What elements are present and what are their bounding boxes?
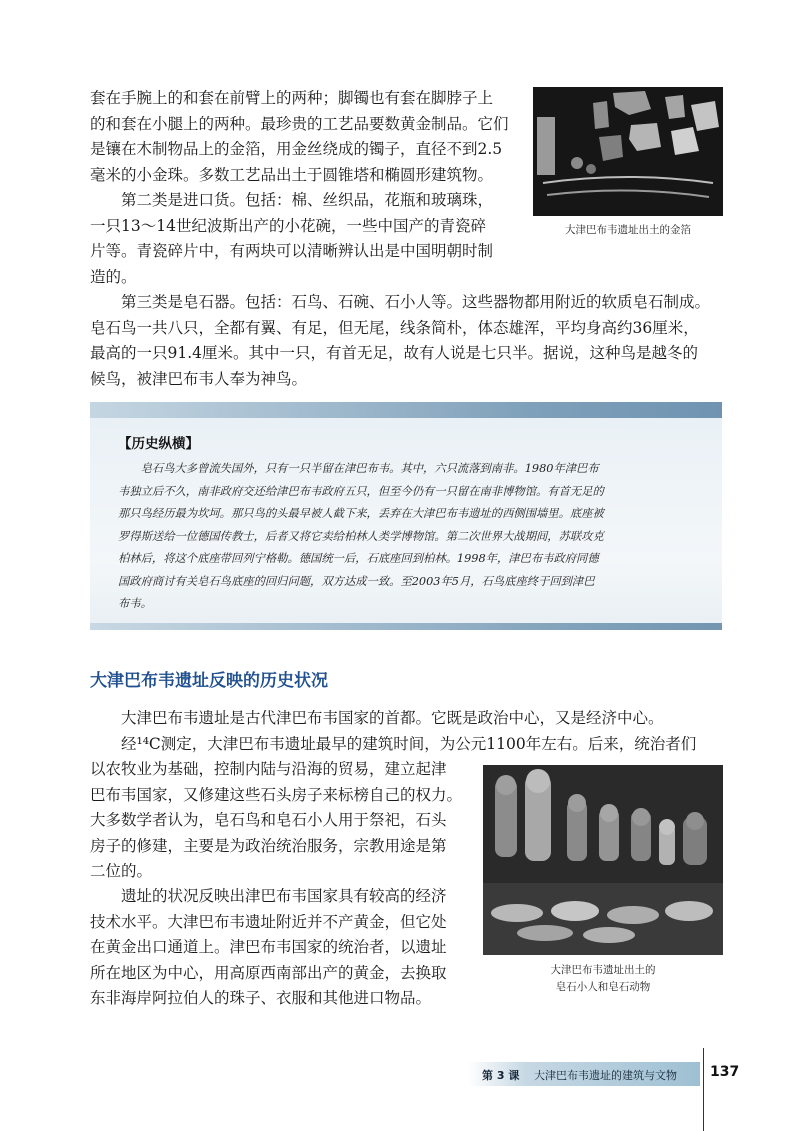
gold-foil-photo xyxy=(533,87,723,216)
footer-vertical-rule xyxy=(703,1048,704,1131)
gold-foil-caption: 大津巴布韦遗址出土的金箔 xyxy=(565,224,691,236)
sidebar-top-bar xyxy=(90,402,722,418)
sidebar-bottom-bar xyxy=(90,623,722,630)
page-number: 137 xyxy=(710,1064,740,1080)
sidebar-text: 皂石鸟大多曾流失国外，只有一只半留在津巴布韦。其中，六只流落到南非。1980年津巴布 韦独立后不久，南非政府交还给津巴布韦政府五只，但至今仍有一只留在南非博物馆。有首无足的 那只鸟经历最为坎坷。那只鸟的头最早被人截下来，丢弃在大津巴布韦遗址的西侧围墙里。底座被 罗得斯送给一位德国传教士，后者又将它卖给柏林人类学博物馆。第二次世界大战期间，苏联攻克 柏林后，将这个底座带回列宁格勒。德国统一后，石底座回到柏林。1998年，津巴布韦政府同德 国政府商讨有关皂石鸟底座的回归问题，双方达成一致。至2003年5月，石鸟底座终于回到津巴 布韦。 xyxy=(118,462,604,610)
section-heading: 大津巴布韦遗址反映的历史状况 xyxy=(90,671,328,691)
gold-foil-illustration xyxy=(533,87,723,216)
footer-lesson-number: 第 3 课 xyxy=(482,1069,520,1082)
paragraph-capital-cont: 以农牧业为基础，控制内陆与沿海的贸易，建立起津 巴布韦国家，又修建这些石头房子来标榜自己的权力。 大多数学者认为，皂石鸟和皂石小人用于祭祀，石头 房子的修建，主要是为政治统治服务，宗教用途是第 二位的。 xyxy=(90,760,463,880)
soapstone-caption: 大津巴布韦遗址出土的 皂石小人和皂石动物 xyxy=(550,964,656,993)
footer-lesson-title: 大津巴布韦遗址的建筑与文物 xyxy=(534,1069,677,1082)
paragraph-soapstone: 第三类是皂石器。包括：石鸟、石碗、石小人等。这些器物都用附近的软质皂石制成。 皂石鸟一共八只，全都有翼、有足，但无尾，线条简朴，体态雄浑，平均身高约36厘米， 最高的一只91.4厘米。其中一只，有首无足，故有人说是七只半。据说，这种鸟是越冬的 候鸟，被津巴布韦人奉为神鸟。 xyxy=(90,293,711,388)
footer-lesson-bar xyxy=(468,1062,700,1086)
paragraph-capital: 大津巴布韦遗址是古代津巴布韦国家的首都。它既是政治中心，又是经济中心。 经¹⁴C测定，大津巴布韦遗址最早的建筑时间，为公元1100年左右。后来，统治者们 xyxy=(90,709,697,753)
history-sidebar xyxy=(90,402,722,630)
paragraph-craft-items: 套在手腕上的和套在前臂上的两种；脚镯也有套在脚脖子上 的和套在小腿上的两种。最珍贵的工艺品要数黄金制品。它们 是镶在木制物品上的金箔，用金丝绕成的镯子，直径不到2.5 毫米的小金珠。多数工艺品出土于圆锥塔和椭圆形建筑物。 xyxy=(90,89,509,184)
paragraph-imports: 第二类是进口货。包括：棉、丝织品，花瓶和玻璃珠， 一只13～14世纪波斯出产的小花碗，一些中国产的青瓷碎 片等。青瓷碎片中，有两块可以清晰辨认出是中国明朝时制 造的。 xyxy=(90,191,494,286)
soapstone-figures-photo xyxy=(483,765,723,955)
soapstone-illustration xyxy=(483,765,723,955)
paragraph-economy: 遗址的状况反映出津巴布韦国家具有较高的经济 技术水平。大津巴布韦遗址附近并不产黄金，但它处 在黄金出口通道上。津巴布韦国家的统治者，以遗址 所在地区为中心，用高原西南部出产的黄金，去换取 东非海岸阿拉伯人的珠子、衣服和其他进口物品。 xyxy=(90,887,447,1007)
sidebar-title: 【历史纵横】 xyxy=(118,436,199,452)
